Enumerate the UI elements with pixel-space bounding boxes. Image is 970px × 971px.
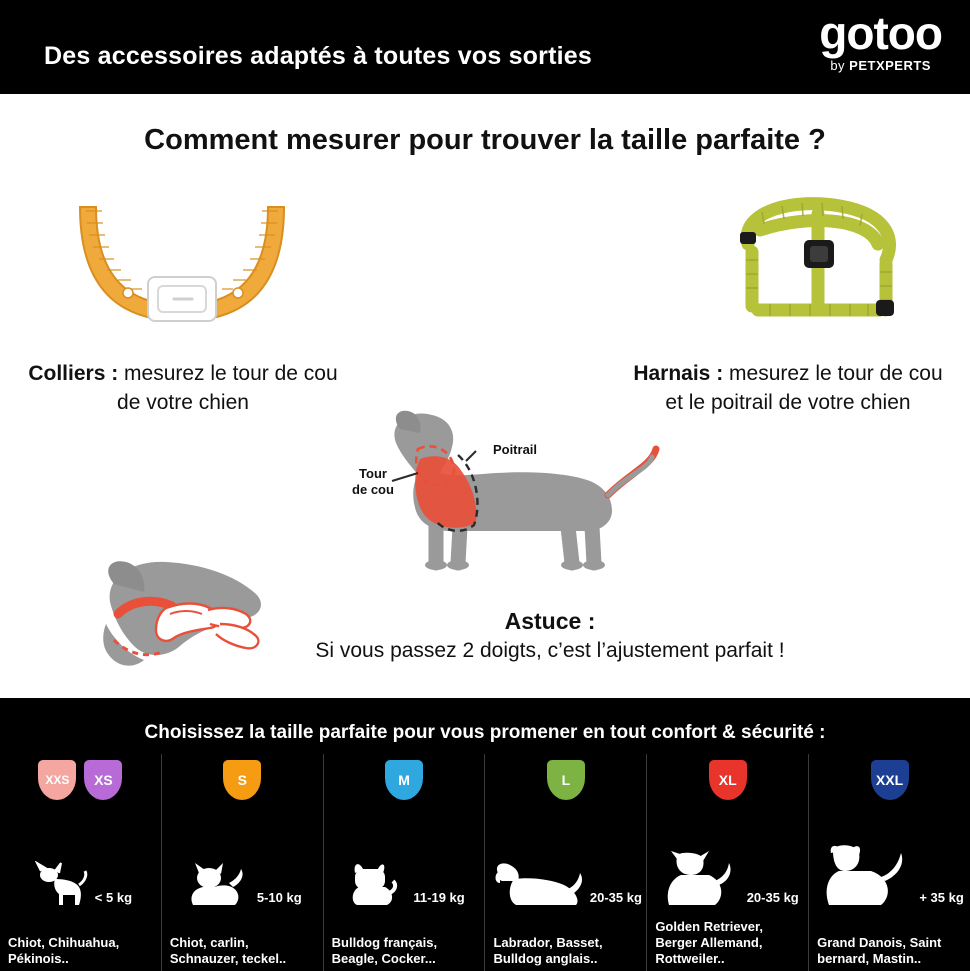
weight-label: 20-35 kg — [589, 890, 642, 905]
breeds-label: Golden Retriever, Berger Allemand, Rottweiler.. — [655, 919, 763, 966]
size-badge-xl[interactable]: XL — [709, 760, 747, 800]
breeds-label: Chiot, carlin, Schnauzer, teckel.. — [169, 935, 287, 966]
weight-label: 5-10 kg — [256, 890, 302, 905]
size-badge-xxs[interactable]: XXS — [38, 760, 76, 800]
neck-measure-label — [330, 466, 416, 498]
size-table-panel — [0, 698, 970, 971]
weight-label: < 5 kg — [94, 890, 133, 905]
badge-group — [485, 760, 646, 800]
top-banner — [0, 0, 970, 94]
dog-row — [162, 861, 323, 909]
size-badge-xxl[interactable]: XXL — [871, 760, 909, 800]
tip-title: Astuce : — [504, 608, 596, 634]
logo-sub-brand: PETXPERTS — [849, 58, 931, 73]
size-badge-m[interactable]: M — [385, 760, 423, 800]
weight-label: 11-19 kg — [413, 890, 465, 905]
logo-sub-prefix: by — [830, 58, 850, 73]
great-dane-icon — [815, 841, 915, 909]
collar-caption-label: Colliers : — [28, 362, 119, 385]
size-table-title: Choisissez la taille parfaite pour vous promener en tout confort & sécurité : — [144, 722, 826, 743]
logo-subtitle — [819, 58, 942, 73]
size-badge-s[interactable]: S — [223, 760, 261, 800]
neck-measure-label-line2: de cou — [352, 482, 394, 497]
dog-row — [485, 857, 646, 909]
dog-row — [324, 859, 485, 909]
size-badge-xs[interactable]: XS — [84, 760, 122, 800]
collar-caption — [28, 359, 338, 417]
weight-label: + 35 kg — [919, 890, 964, 905]
logo-wordmark: gotoo — [819, 7, 942, 59]
badge-group — [0, 760, 161, 800]
badge-group — [324, 760, 485, 800]
main-panel — [0, 94, 970, 698]
harness-illustration — [700, 184, 950, 344]
badge-group — [809, 760, 970, 800]
french-bulldog-icon — [343, 859, 409, 909]
breeds-label: Grand Danois, Saint bernard, Mastin.. — [817, 935, 942, 966]
size-column-xxs-xs[interactable] — [0, 754, 162, 971]
neck-measure-label-line1: Tour — [359, 466, 387, 481]
breeds-label: Bulldog français, Beagle, Cocker... — [331, 935, 438, 966]
chihuahua-icon — [29, 861, 91, 909]
dog-row — [0, 861, 161, 909]
labrador-icon — [490, 857, 586, 909]
size-column-s[interactable] — [162, 754, 324, 971]
brand-logo — [819, 7, 942, 73]
badge-group — [162, 760, 323, 800]
size-columns — [0, 754, 970, 971]
dog-row — [809, 841, 970, 909]
harness-caption-text: mesurez le tour de cou et le poitrail de votre chien — [665, 362, 943, 414]
size-badge-l[interactable]: L — [547, 760, 585, 800]
tip-block — [150, 606, 950, 666]
tip-text: Si vous passez 2 doigts, c’est l’ajustement parfait ! — [315, 639, 785, 662]
size-column-m[interactable] — [324, 754, 486, 971]
spitz-icon — [183, 861, 253, 909]
breeds-label: Chiot, Chihuahua, Pékinois.. — [8, 935, 120, 966]
harness-caption — [630, 359, 946, 417]
rottweiler-icon — [657, 849, 743, 909]
size-column-xxl[interactable] — [809, 754, 970, 971]
harness-caption-label: Harnais : — [633, 362, 724, 385]
collar-caption-text: mesurez le tour de cou de votre chien — [117, 362, 338, 414]
banner-title: Des accessoires adaptés à toutes vos sorties — [44, 42, 592, 70]
size-column-l[interactable] — [485, 754, 647, 971]
collar-illustration — [62, 189, 302, 339]
badge-group — [647, 760, 808, 800]
dog-row — [647, 849, 808, 909]
weight-label: 20-35 kg — [746, 890, 799, 905]
breeds-label: Labrador, Basset, Bulldog anglais.. — [493, 935, 603, 966]
chest-measure-label: Poitrail — [492, 442, 538, 457]
size-column-xl[interactable] — [647, 754, 809, 971]
page-title: Comment mesurer pour trouver la taille parfaite ? — [144, 124, 826, 156]
